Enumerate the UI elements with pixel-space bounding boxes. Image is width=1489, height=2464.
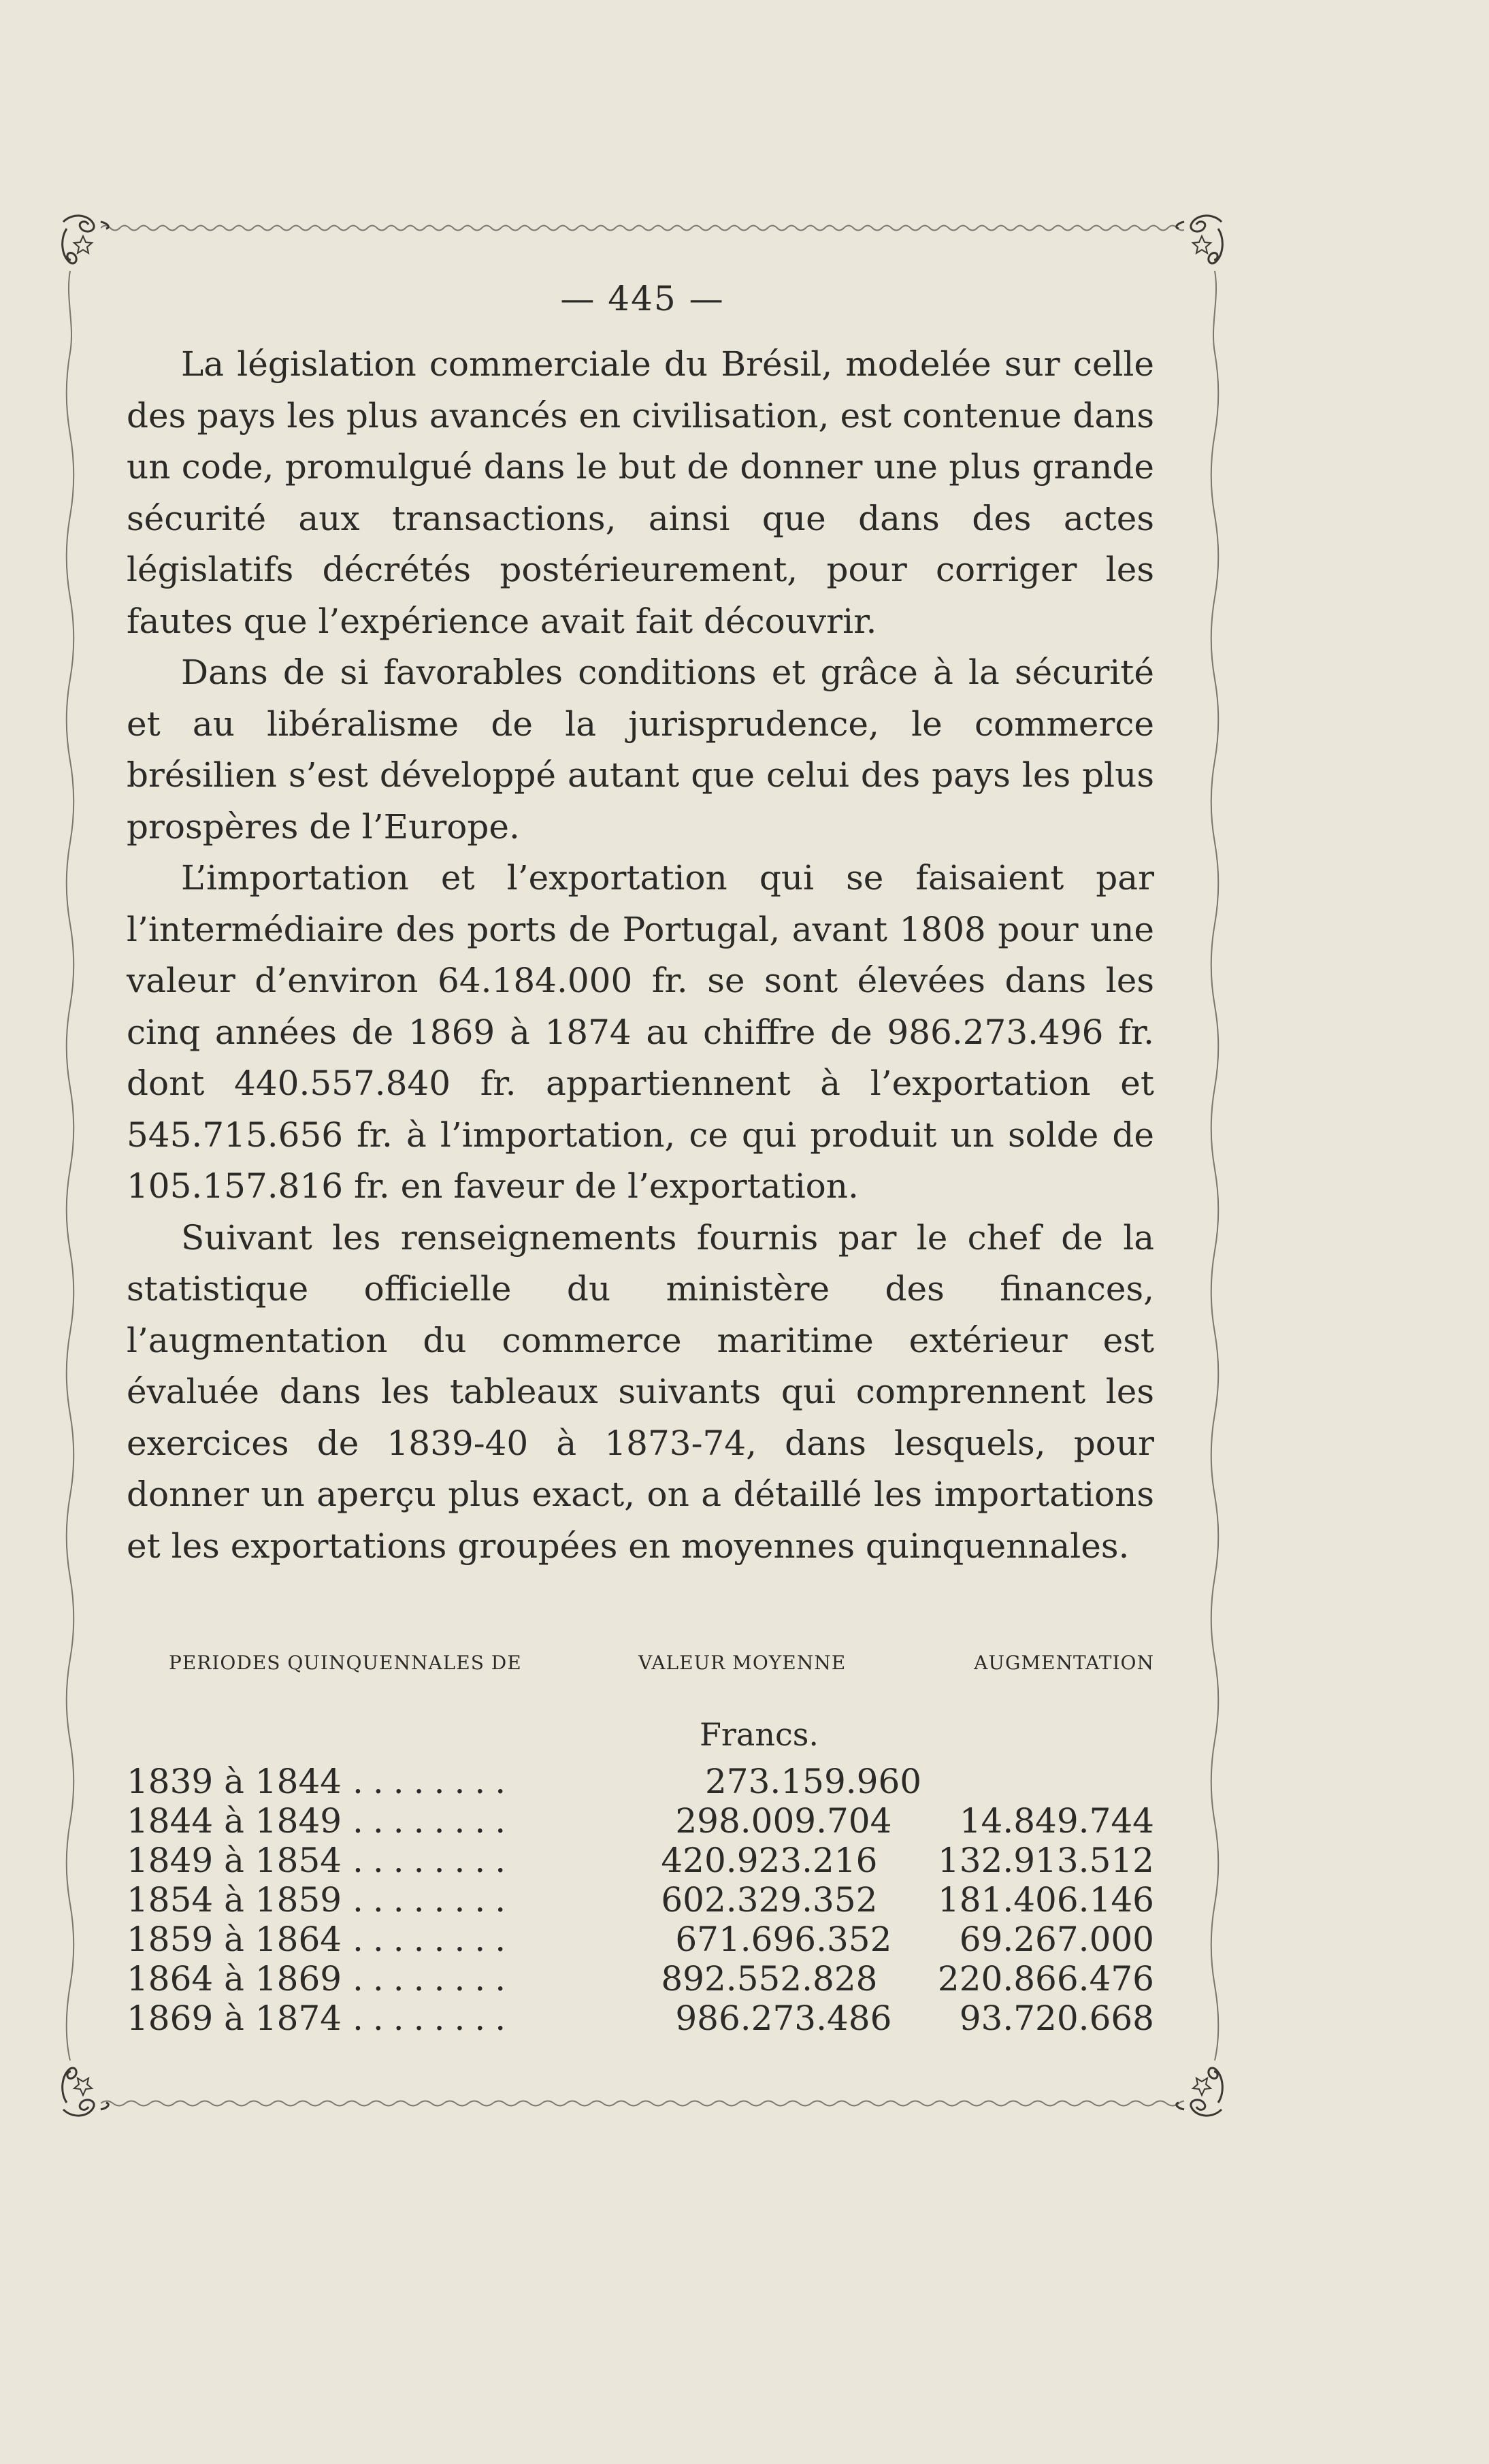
table-row — [127, 1762, 1154, 1801]
flourish-corner-icon — [53, 2062, 114, 2123]
wavy-border-right — [1210, 271, 1220, 2060]
ornamental-frame — [60, 216, 1225, 2115]
period-text: 1844 à 1849 — [127, 1801, 342, 1841]
period-cell — [127, 1801, 675, 1841]
paragraph: L’importation et l’exportation qui se faisaient par l’intermédiaire des ports de Portugal, avant 1808 pour une valeur d’environ 64.184.000 fr. se sont élevées dans les cinq années de 1869 à 1874 au chiffre de 986.273.496 fr. dont 440.557.840 fr. appartiennent à l’exportation et 545.715.656 fr. à l’importation, ce qui produit un solde de 105.157.816 fr. en faveur de l’exportation. — [127, 858, 1154, 1206]
table-row — [127, 1801, 1154, 1841]
quinquennial-table — [127, 1642, 1154, 2038]
value-cell: 892.552.828 — [661, 1959, 878, 1999]
leader-dots: ........ — [353, 1841, 516, 1880]
period-cell — [127, 1880, 661, 1920]
period-text: 1849 à 1854 — [127, 1841, 342, 1880]
table-row — [127, 1999, 1154, 2038]
table-header — [127, 1642, 1154, 1683]
leader-dots: ........ — [353, 1999, 516, 2038]
leader-dots: ........ — [353, 1762, 516, 1801]
leader-dots: ........ — [353, 1959, 516, 1999]
body-text — [127, 339, 1154, 1572]
increase-cell — [1004, 1762, 1154, 1801]
value-cell: 986.273.486 — [675, 1999, 892, 2038]
leader-dots: ........ — [353, 1801, 516, 1841]
period-text: 1869 à 1874 — [127, 1999, 342, 2038]
table-row — [127, 1880, 1154, 1920]
wavy-border-top — [101, 223, 1184, 233]
flourish-corner-icon — [1171, 208, 1232, 269]
value-cell: 671.696.352 — [675, 1920, 892, 1959]
paragraph: La législation commerciale du Brésil, modelée sur celle des pays les plus avancés en civilisation, est contenue dans un code, promulgué dans le but de donner une plus grande sécurité aux transactions, ainsi que dans des actes législatifs décrétés postérieurement, pour corriger les fautes que l’expérience avait fait découvrir. — [127, 344, 1154, 641]
increase-cell: 14.849.744 — [959, 1801, 1154, 1841]
period-cell — [127, 1841, 661, 1880]
wavy-border-left — [65, 271, 75, 2060]
table-row — [127, 1841, 1154, 1880]
period-text: 1839 à 1844 — [127, 1762, 342, 1801]
leader-dots: ........ — [353, 1880, 516, 1920]
leader-dots: ........ — [353, 1920, 516, 1959]
header-period: PERIODES QUINQUENNALES DE — [169, 1651, 522, 1674]
increase-cell: 132.913.512 — [937, 1841, 1154, 1880]
period-cell — [127, 1959, 661, 1999]
unit-label: Francs. — [700, 1716, 819, 1753]
value-cell: 273.159.960 — [705, 1762, 922, 1801]
flourish-corner-icon — [53, 208, 114, 269]
period-text: 1859 à 1864 — [127, 1920, 342, 1959]
header-value: VALEUR MOYENNE — [638, 1651, 847, 1674]
period-cell — [127, 1920, 675, 1959]
period-text: 1854 à 1859 — [127, 1880, 342, 1920]
table-row — [127, 1959, 1154, 1999]
paragraph: Dans de si favorables conditions et grâce à la sécurité et au libéralisme de la jurisprudence, le commerce brésilien s’est développé autant que celui des pays les plus prospères de l’Europe. — [127, 653, 1154, 847]
period-cell — [127, 1999, 675, 2038]
value-cell: 420.923.216 — [661, 1841, 878, 1880]
flourish-corner-icon — [1171, 2062, 1232, 2123]
period-cell — [127, 1762, 705, 1801]
increase-cell: 69.267.000 — [959, 1920, 1154, 1959]
page-number: — 445 — — [560, 279, 725, 318]
increase-cell: 220.866.476 — [937, 1959, 1154, 1999]
value-cell: 298.009.704 — [675, 1801, 892, 1841]
paragraph: Suivant les renseignements fournis par le chef de la statistique officielle du ministère des finances, l’augmentation du commerce maritime extérieur est évaluée dans les tableaux suivants qui comprennent les exercices de 1839-40 à 1873-74, dans lesquels, pour donner un aperçu plus exact, on a détaillé les importations et les exportations groupées en moyennes quinquennales. — [127, 1217, 1154, 1566]
value-cell: 602.329.352 — [661, 1880, 878, 1920]
increase-cell: 93.720.668 — [959, 1999, 1154, 2038]
increase-cell: 181.406.146 — [937, 1880, 1154, 1920]
header-increase: AUGMENTATION — [974, 1651, 1154, 1674]
wavy-border-bottom — [101, 2099, 1184, 2108]
period-text: 1864 à 1869 — [127, 1959, 342, 1999]
table-row — [127, 1920, 1154, 1959]
